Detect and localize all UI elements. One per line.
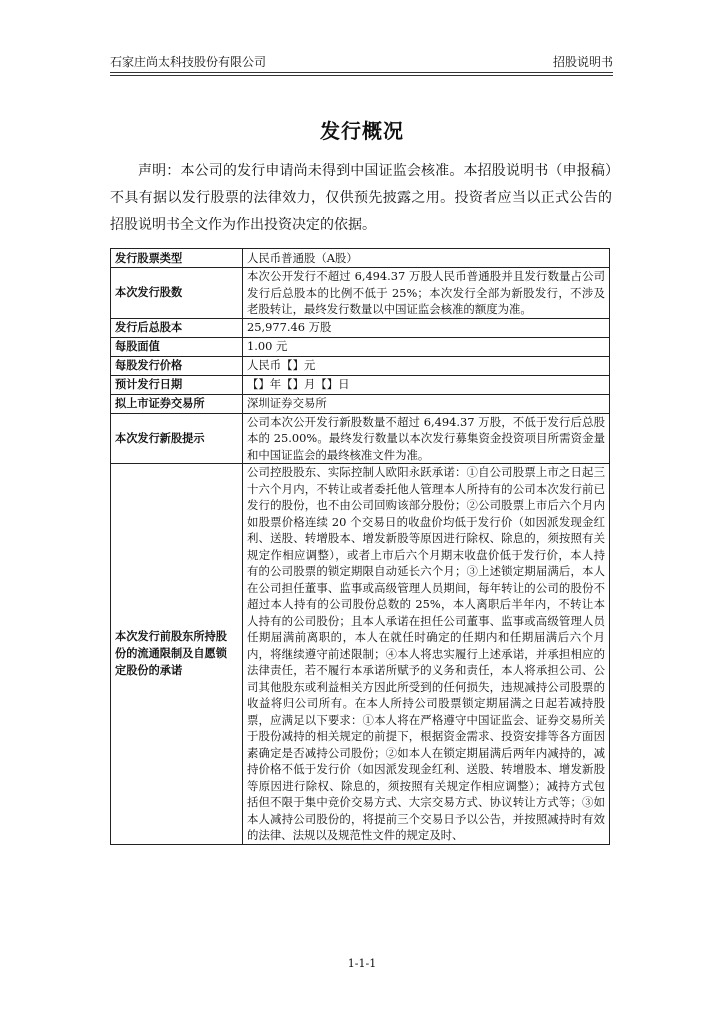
row-label: 每股发行价格	[111, 356, 243, 375]
row-label: 本次发行新股提示	[111, 413, 243, 464]
row-value: 25,977.46 万股	[243, 318, 610, 337]
page-number: 1-1-1	[347, 957, 377, 970]
row-value: 【】年【】月【】日	[243, 375, 610, 394]
disclaimer-statement: 声明：本公司的发行申请尚未得到中国证监会核准。本招股说明书（申报稿）不具有据以发行股票的法律效力，仅供预先披露之用。投资者应当以正式公告的招股说明书全文作为作出投资决定的依据。	[110, 163, 612, 233]
table-row	[111, 394, 610, 413]
page-title: 发行概况	[320, 119, 404, 143]
row-value: 公司控股股东、实际控制人欧阳永跃承诺：①自公司股票上市之日起三十六个月内，不转让或者委托他人管理本人所持有的公司本次发行前已发行的股份，也不由公司回购该部分股份；②公司股票上市后六个月内如股票价格连续 20 个交易日的收盘价均低于发行价（如因派发现金红利、送股、转增股本、增发新股等原因进行除权、除息的，须按照有关规定作相应调整），或者上市后六个月期末收盘价低于发行价，本人持有的公司股票的锁定期限自动延长六个月；③上述锁定期届满后，本人在公司担任董事、监事或高级管理人员期间，每年转让的公司的股份不超过本人持有的公司股份总数的 25%，本人离职后半年内，不转让本人持有的公司股份；且本人承诺在担任公司董事、监事或高级管理人员任期届满前离职的，本人在就任时确定的任期内和任期届满后六个月内，将继续遵守前述限制；④本人将忠实履行上述承诺，并承担相应的法律责任，若不履行本承诺所赋予的义务和责任，本人将承担公司、公司其他股东或利益相关方因此所受到的任何损失，违规减持公司股票的收益将归公司所有。在本人所持公司股票锁定期届满之日起若减持股票，应满足以下要求：①本人将在严格遵守中国证监会、证券交易所关于股份减持的相关规定的前提下，根据资金需求、投资安排等各方面因素确定是否减持公司股份；②如本人在锁定期届满后两年内减持的，减持价格不低于发行价（如因派发现金红利、送股、转增股本、增发新股等原因进行除权、除息的，须按照有关规定作相应调整）；减持方式包括但不限于集中竞价交易方式、大宗交易方式、协议转让方式等；③如本人减持公司股份的，将提前三个交易日予以公告，并按照减持时有效的法律、法规以及规范性文件的规定及时、	[243, 464, 610, 845]
table-row	[111, 318, 610, 337]
table-row	[111, 268, 610, 319]
row-label: 发行后总股本	[111, 318, 243, 337]
table-row	[111, 356, 610, 375]
row-label: 每股面值	[111, 337, 243, 356]
row-label: 拟上市证券交易所	[111, 394, 243, 413]
row-label: 预计发行日期	[111, 375, 243, 394]
offering-overview-table	[110, 248, 610, 845]
row-value: 1.00 元	[243, 337, 610, 356]
page-header	[110, 50, 613, 73]
row-label: 本次发行前股东所持股份的流通限制及自愿锁定股份的承诺	[111, 464, 243, 845]
row-value: 公司本次公开发行新股数量不超过 6,494.37 万股，不低于发行后总股本的 25.00%。最终发行数量以本次发行募集资金投资项目所需资金量和中国证监会的最终核准文件为准。	[243, 413, 610, 464]
row-value: 深圳证券交易所	[243, 394, 610, 413]
table-row	[111, 337, 610, 356]
table-row	[111, 413, 610, 464]
table-row	[111, 375, 610, 394]
table-row	[111, 249, 610, 268]
header-company: 石家庄尚太科技股份有限公司	[110, 55, 267, 69]
header-doc-type: 招股说明书	[552, 55, 613, 69]
row-value: 人民币普通股（A股）	[243, 249, 610, 268]
row-label: 本次发行股数	[111, 268, 243, 319]
table-row	[111, 464, 610, 845]
row-value: 本次公开发行不超过 6,494.37 万股人民币普通股并且发行数量占公司发行后总股本的比例不低于 25%；本次发行全部为新股发行，不涉及老股转让，最终发行数量以中国证监会核准的额度为准。	[243, 268, 610, 319]
row-label: 发行股票类型	[111, 249, 243, 268]
row-value: 人民币【】元	[243, 356, 610, 375]
